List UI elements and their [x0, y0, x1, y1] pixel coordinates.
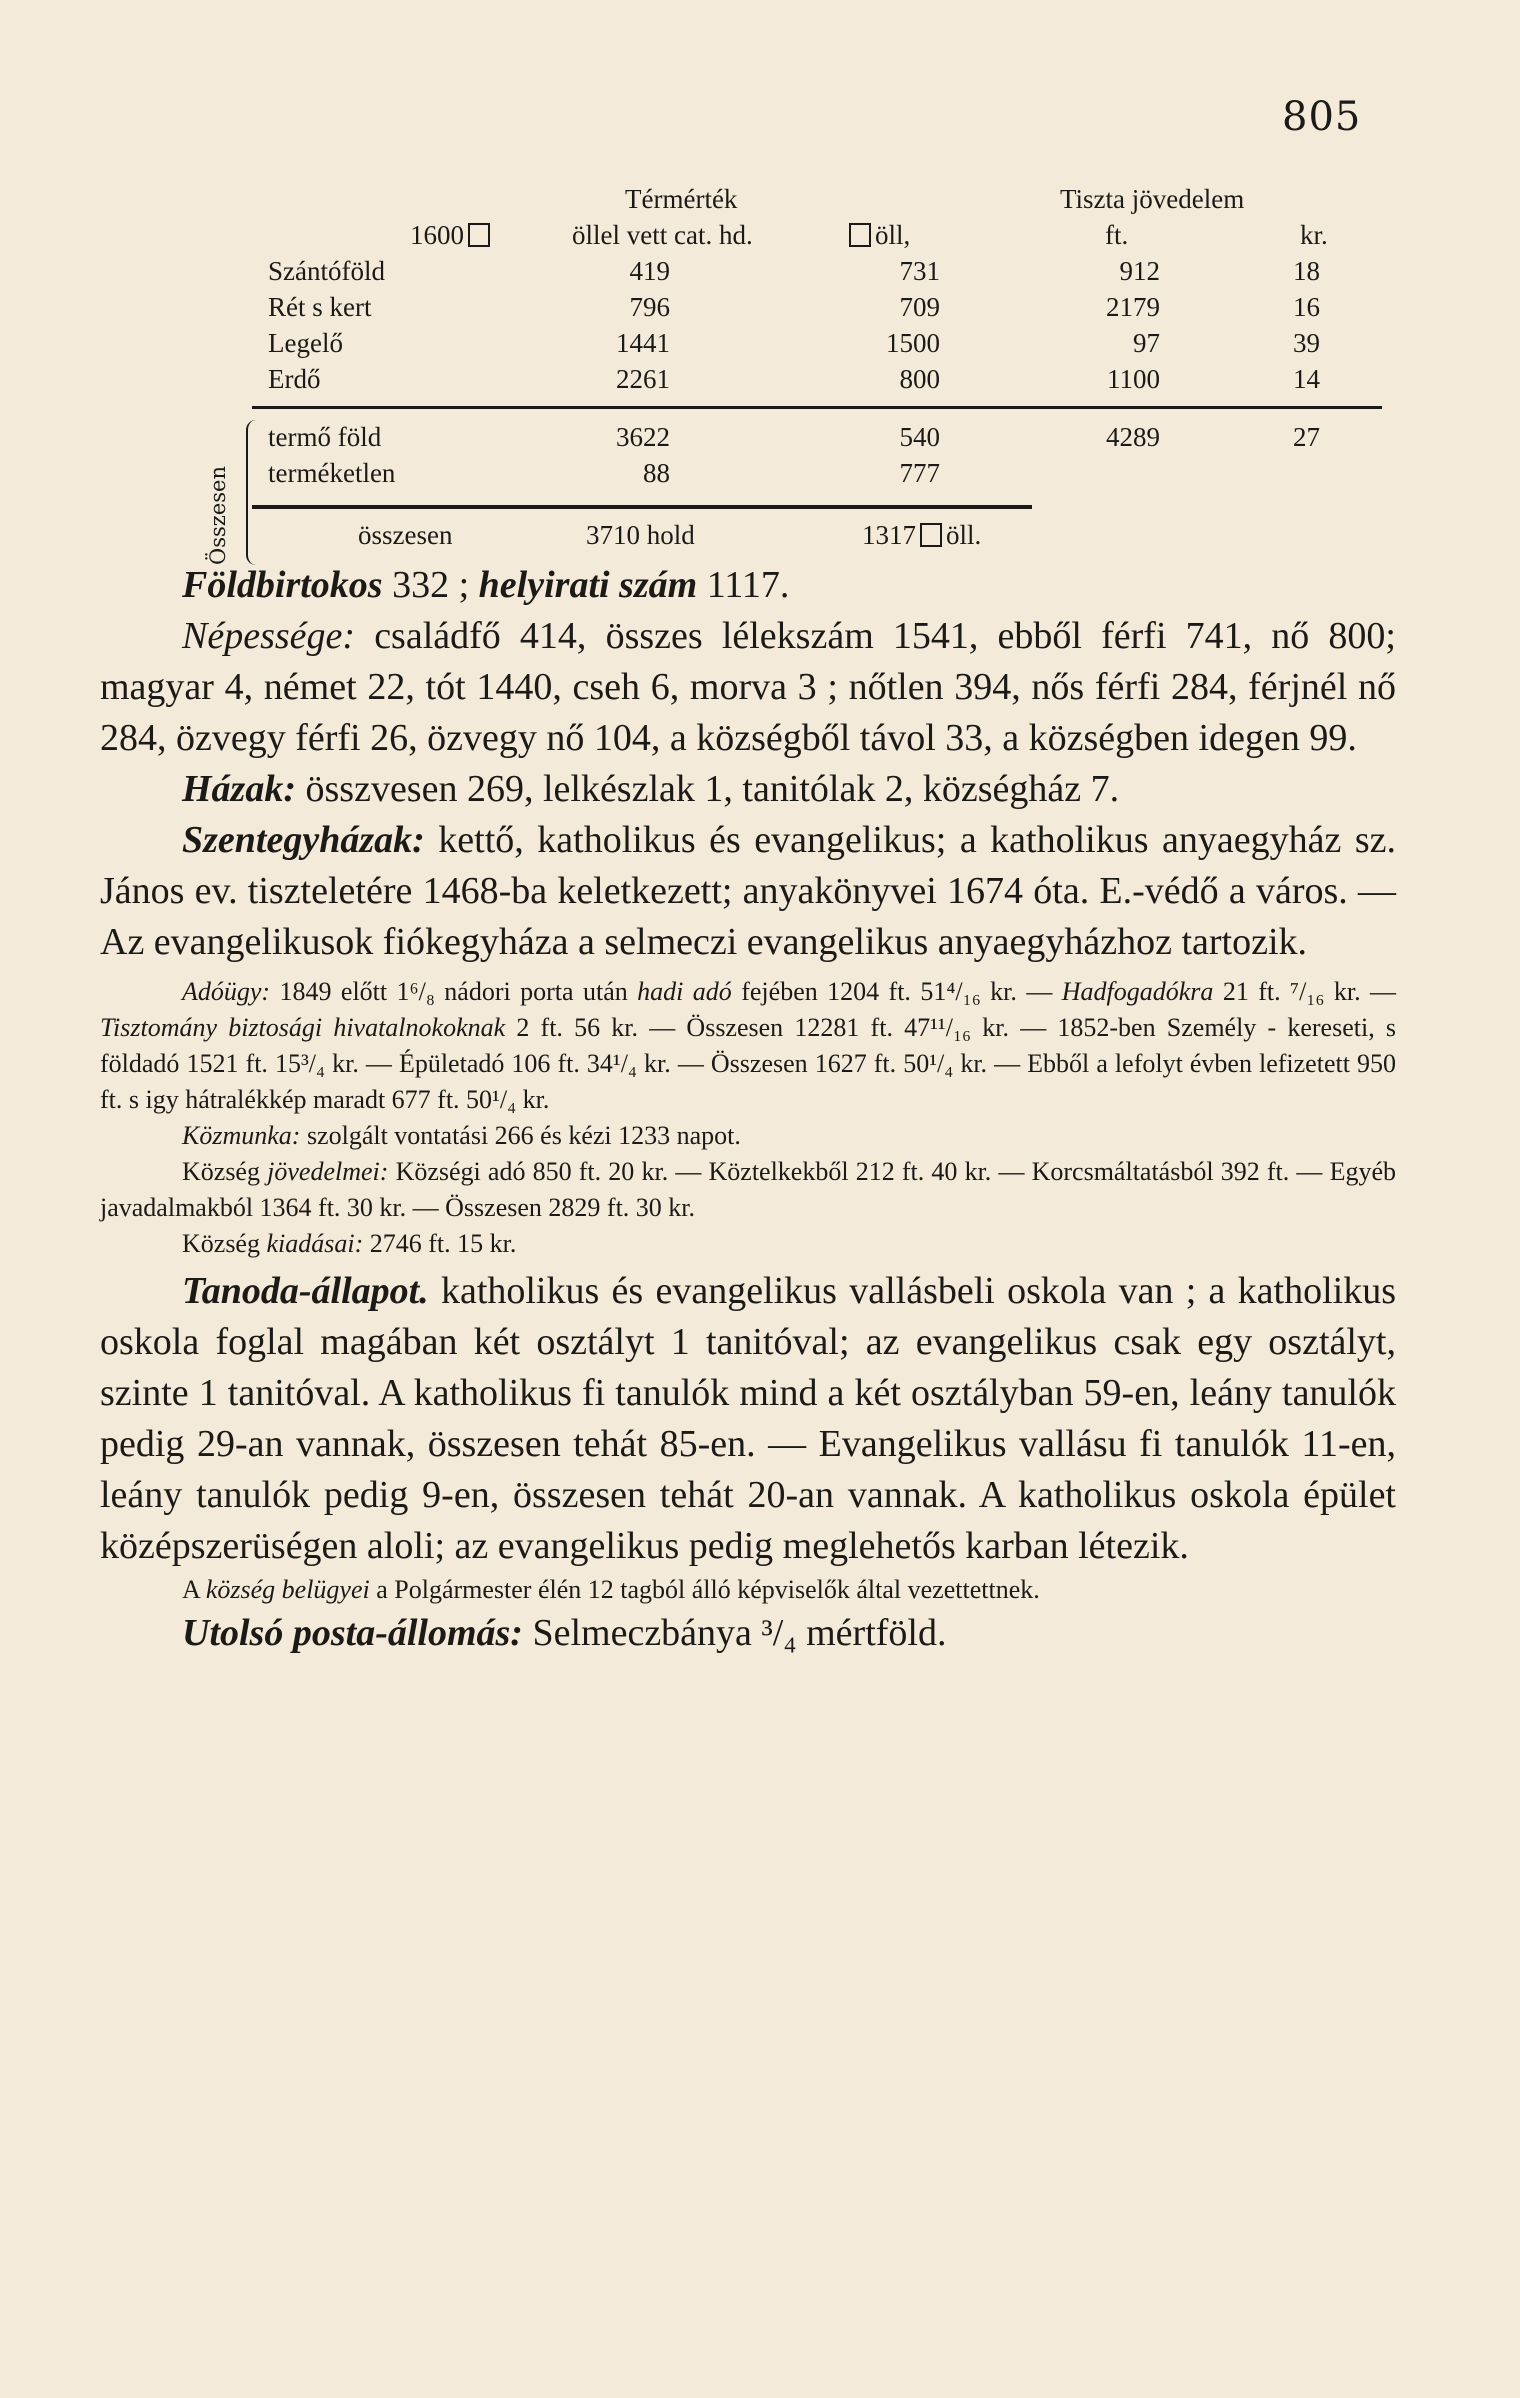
- square-fathom-icon: [849, 223, 871, 247]
- land-value-table: [260, 184, 1380, 556]
- table-sum-divider: [252, 505, 1032, 509]
- row-ft: 4289: [1106, 422, 1160, 452]
- row-v1: 3622: [616, 422, 670, 452]
- paragraph-hazak: Házak: összvesen 269, lelkészlak 1, tanitólak 2, községház 7.: [182, 768, 1120, 810]
- table-row: [260, 364, 1380, 400]
- brace: [246, 420, 262, 565]
- paragraph-nepessege: Népessége: családfő 414, összes lélekszám 1541, ebből férfi 741, nő 800; magyar 4, német 22, tót 1440, cseh 6, morva 3 ; nőtlen 394, nős férfi 284, férjnél nő 284, özvegy férfi 26, özvegy nő 104, a községből távol 33, a községben idegen 99.: [100, 615, 1396, 759]
- row-v1: 88: [643, 458, 670, 488]
- row-v2: 709: [899, 292, 940, 322]
- paragraph-posta: Utolsó posta-állomás: Selmeczbánya ³/₄ mértföld.: [182, 1612, 947, 1654]
- paragraph-tanoda: Tanoda-állapot. katholikus és evangelikus vallásbeli oskola van ; a katholikus oskola foglal magában két osztályt 1 tanitóval; az evangelikus csak egy osztályt, szinte 1 tanitóval. A katholikus fi tanulók mind a két osztályban 59-en, leány tanulók pedig 29-an vannak, összesen tehát 85-en. — Evangelikus vallásu fi tanulók 11-en, leány tanulók pedig 9-en, összesen tehát 20-an vannak. A katholikus oskola épület középszerüségen aloli; az evangelikus pedig meglehetős karban létezik.: [100, 1270, 1396, 1567]
- row-ft: 2179: [1106, 292, 1160, 322]
- row-v2: 540: [899, 422, 940, 452]
- row-v2: 777: [899, 458, 940, 488]
- table-divider: [252, 406, 1382, 409]
- row-kr: 39: [1293, 328, 1320, 358]
- table-sub-row: [260, 422, 1380, 458]
- row-kr: 27: [1293, 422, 1320, 452]
- header-kr: kr.: [1300, 220, 1328, 250]
- row-kr: 14: [1293, 364, 1320, 394]
- row-v2: 731: [899, 256, 940, 286]
- row-kr: 16: [1293, 292, 1320, 322]
- row-kr: 18: [1293, 256, 1320, 286]
- body-text: [100, 560, 1396, 1659]
- row-ft: 1100: [1107, 364, 1160, 394]
- paragraph-jovedelmei: Község jövedelmei: Községi adó 850 ft. 20 kr. — Köztelkekből 212 ft. 40 kr. — Korcsmáltatásból 392 ft. — Egyéb javadalmakból 1364 ft. 30 kr. — Összesen 2829 ft. 30 kr.: [100, 1157, 1396, 1222]
- row-name: Rét s kert: [268, 292, 372, 322]
- paragraph-adougy: Adóügy: 1849 előtt 1⁶/₈ nádori porta után hadi adó fejében 1204 ft. 51⁴/₁₆ kr. — Hadfogadókra 21 ft. ⁷/₁₆ kr. — Tisztomány biztosági hivatalnokoknak 2 ft. 56 kr. — Összesen 12281 ft. 47¹¹/₁₆ kr. — 1852-ben Személy - kereseti, s földadó 1521 ft. 15³/₄ kr. — Épületadó 106 ft. 34¹/₄ kr. — Összesen 1627 ft. 50¹/₄ kr. — Ebből a lefolyt évben lefizetett 950 ft. s igy hátralékkép maradt 677 ft. 50¹/₄ kr.: [100, 977, 1397, 1114]
- table-total-row: [260, 520, 1380, 556]
- total-v1: 3710 hold: [586, 520, 695, 550]
- row-name: termő föld: [268, 422, 382, 452]
- table-header-row-2: [260, 220, 1380, 256]
- table-header-row-1: [260, 184, 1380, 220]
- table-row: [260, 328, 1380, 364]
- header-termertek: Térmérték: [625, 184, 738, 214]
- row-name: Erdő: [268, 364, 321, 394]
- paragraph-szentegyhazak: Szentegyházak: kettő, katholikus és evangelikus; a katholikus anyaegyház sz. János ev. tiszteletére 1468-ba keletkezett; anyakönyvei 1674 óta. E.-védő a város. — Az evangelikusok fiókegyháza a selmeczi evangelikus anyaegyházhoz tartozik.: [100, 819, 1396, 963]
- table-row: [260, 256, 1380, 292]
- row-name: Legelő: [268, 328, 343, 358]
- total-label: összesen: [358, 520, 453, 550]
- row-name: terméketlen: [268, 458, 396, 488]
- table-sub-row: [260, 458, 1380, 494]
- header-tiszta-jovedelem: Tiszta jövedelem: [1060, 184, 1245, 214]
- row-v1: 1441: [616, 328, 670, 358]
- header-1600: 1600: [410, 220, 494, 251]
- row-v2: 1500: [886, 328, 940, 358]
- paragraph-foldbirtokos: Földbirtokos 332 ; helyirati szám 1117.: [182, 564, 790, 606]
- paragraph-kiadasai: Község kiadásai: 2746 ft. 15 kr.: [182, 1229, 517, 1258]
- row-v2: 800: [899, 364, 940, 394]
- row-v1: 419: [629, 256, 670, 286]
- row-ft: 97: [1133, 328, 1160, 358]
- header-ft: ft.: [1105, 220, 1129, 250]
- square-fathom-icon: [920, 523, 942, 547]
- row-v1: 796: [629, 292, 670, 322]
- page-number: 805: [1282, 94, 1362, 140]
- row-name: Szántóföld: [268, 256, 385, 286]
- row-v1: 2261: [616, 364, 670, 394]
- table-row: [260, 292, 1380, 328]
- header-ollel: öllel vett cat. hd.: [572, 220, 753, 250]
- total-v2: 1317 öll.: [862, 520, 982, 550]
- square-fathom-icon: [468, 223, 490, 247]
- paragraph-belugyei: A község belügyei a Polgármester élén 12 tagból álló képviselők által vezettettnek.: [182, 1575, 1040, 1604]
- header-oll: öll,: [845, 220, 910, 251]
- row-ft: 912: [1119, 256, 1160, 286]
- vertical-label: Összesen: [206, 466, 230, 565]
- paragraph-kozmunka: Közmunka: szolgált vontatási 266 és kézi 1233 napot.: [182, 1121, 741, 1150]
